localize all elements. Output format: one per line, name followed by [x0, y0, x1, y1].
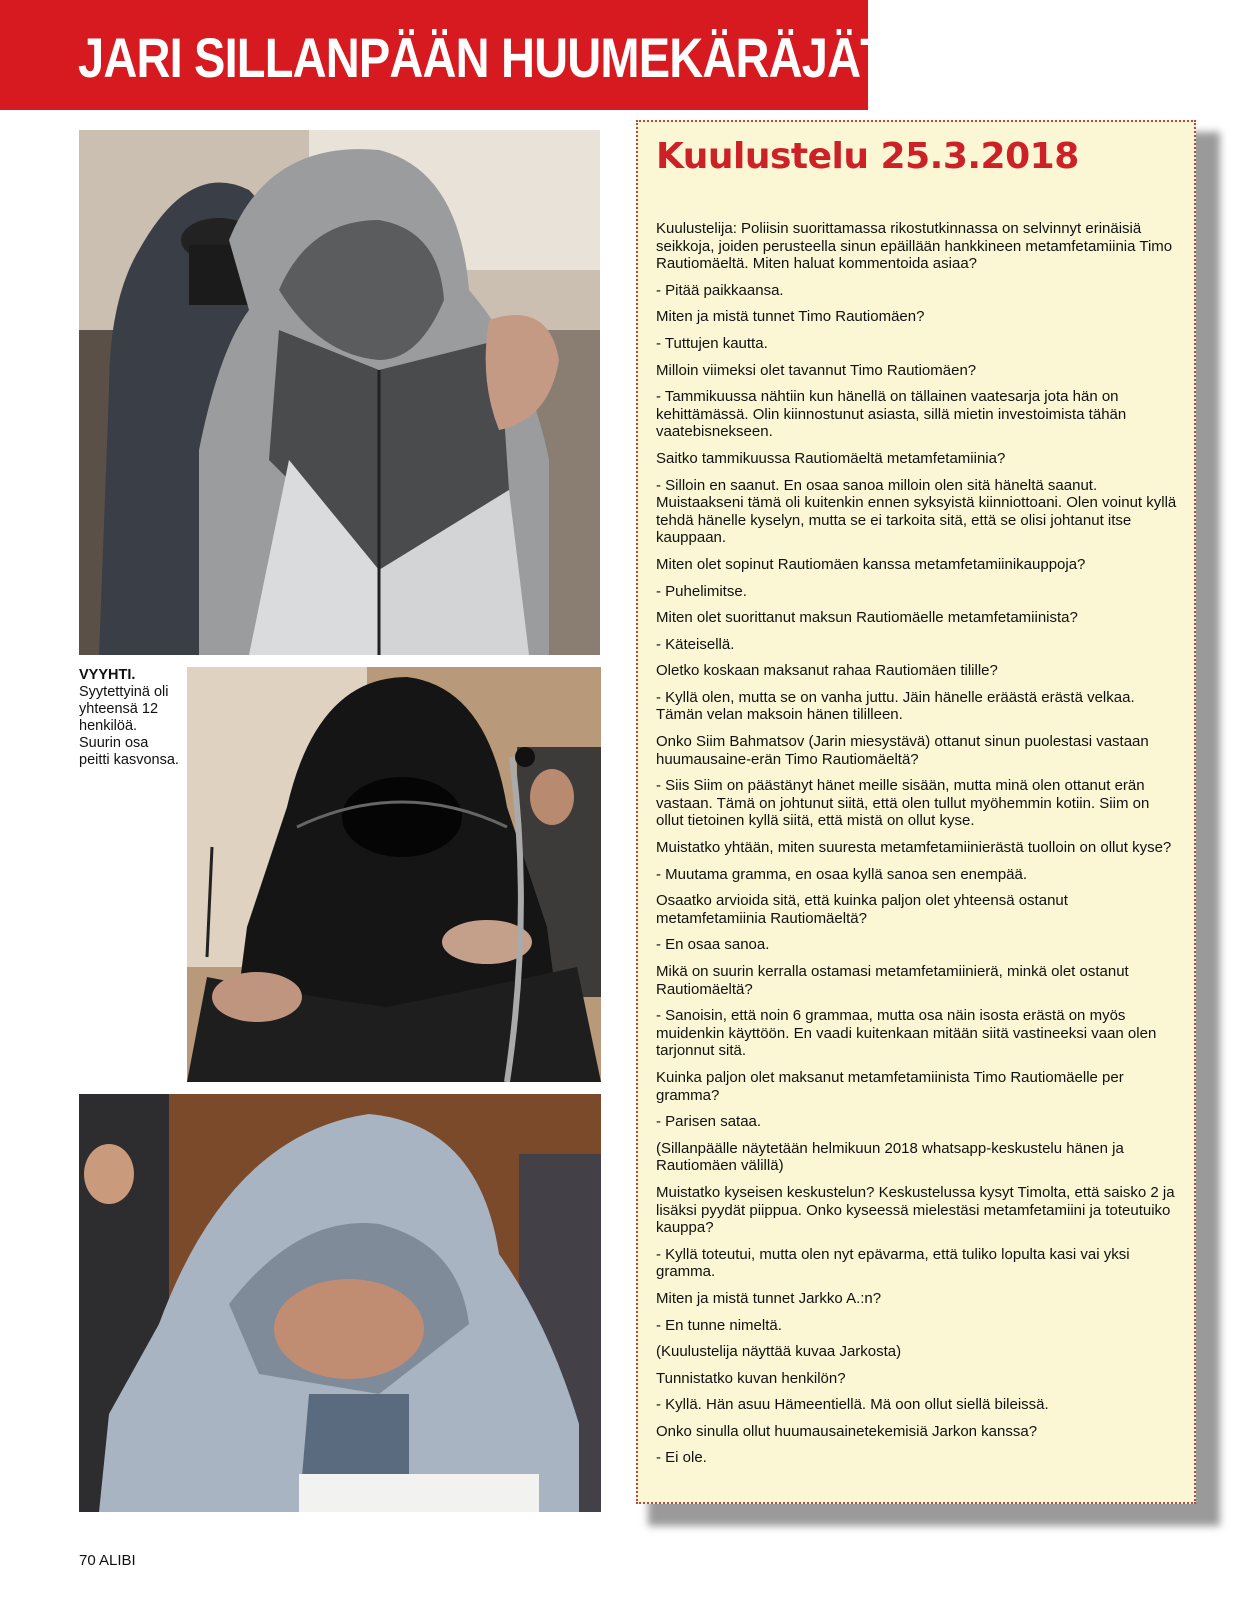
photo-hooded-man-head-down — [79, 1094, 601, 1512]
header-banner — [0, 0, 889, 110]
transcript-line: Miten olet suorittanut maksun Rautiomäelle metamfetamiinista? — [656, 609, 1078, 627]
transcript-line: Miten ja mistä tunnet Jarkko A.:n? — [656, 1289, 882, 1307]
transcript-line: Onko sinulla ollut huumausainetekemisiä Jarkon kanssa? — [656, 1422, 1038, 1440]
interrogation-transcript — [656, 220, 1178, 1476]
transcript-line: Kuinka paljon olet maksanut metamfetamiinista Timo Rautiomäelle per gramma? — [656, 1068, 1124, 1104]
interrogation-sidebar — [636, 120, 1196, 1504]
transcript-line: Miten ja mistä tunnet Timo Rautiomäen? — [656, 308, 925, 326]
transcript-line: - Silloin en saanut. En osaa sanoa milloin olen sitä häneltä saanut. Muistaakseni tämä oli kuitenkin ennen syksyistä kiinniottoani. Olen voinut kyllä tehdä hänelle kyselyn, mutta se ei tarkoita sitä, että se olisi johtanut itse kauppaan. — [656, 476, 1177, 547]
transcript-line: Muistatko yhtään, miten suuresta metamfetamiinierästä tuolloin on ollut kyse? — [656, 839, 1172, 857]
transcript-line: - Kyllä olen, mutta se on vanha juttu. Jäin hänelle eräästä erästä velkaa. Tämän velan maksoin hänen tililleen. — [656, 688, 1135, 724]
photo-caption — [79, 667, 179, 769]
transcript-line: Osaatko arvioida sitä, että kuinka paljon olet yhteensä ostanut metamfetamiinia Rautiomäeltä? — [656, 892, 1068, 927]
caption-text: Syytettyinä oli yhteensä 12 henkilöä. Suurin osa peitti kasvonsa. — [79, 684, 179, 768]
transcript-line: - Siis Siim on päästänyt hänet meille sisään, mutta minä olen ottanut erän vastaan. Tämä on johtunut siitä, että olen tullut myöhemmin kotiin. Siim on ollut tietoinen kyllä siitä, että mistä on ollut kyse. — [656, 777, 1150, 830]
transcript-line: - Kyllä toteutui, mutta olen nyt epävarma, että tuliko lopulta kasi vai yksi gramma. — [656, 1245, 1130, 1281]
transcript-line: Saitko tammikuussa Rautiomäeltä metamfetamiinia? — [656, 449, 1006, 467]
photo-hooded-man-at-desk — [187, 667, 601, 1082]
transcript-line: Milloin viimeksi olet tavannut Timo Rautiomäen? — [656, 361, 977, 379]
transcript-line: - Käteisellä. — [656, 635, 735, 653]
transcript-line: Onko Siim Bahmatsov (Jarin miesystävä) ottanut sinun puolestasi vastaan huumausaine-erän Timo Rautiomäeltä? — [656, 733, 1149, 768]
transcript-line: - Pitää paikkaansa. — [656, 281, 784, 299]
transcript-line: - Puhelimitse. — [656, 582, 747, 600]
transcript-line: - En osaa sanoa. — [656, 936, 770, 954]
transcript-line: - Parisen sataa. — [656, 1113, 762, 1131]
transcript-line: - Tuttujen kautta. — [656, 334, 768, 352]
transcript-line: (Kuulustelija näyttää kuvaa Jarkosta) — [656, 1343, 902, 1361]
transcript-line: - Muutama gramma, en osaa kyllä sanoa sen enempää. — [656, 865, 1028, 883]
transcript-line: - Kyllä. Hän asuu Hämeentiellä. Mä oon ollut siellä bileissä. — [656, 1396, 1049, 1414]
transcript-line: - Ei ole. — [656, 1449, 707, 1467]
transcript-line: Muistatko kyseisen keskustelun? Keskustelussa kysyt Timolta, että saisko 2 ja lisäksi pyydät piippua. Onko kyseessä mielestäsi metamfetamiini ja toteutuiko kauppa? — [656, 1183, 1175, 1237]
transcript-line: Tunnistatko kuvan henkilön? — [656, 1369, 846, 1387]
caption-lead: VYYHTI. — [79, 667, 136, 683]
page-footer: 70 ALIBI — [79, 1552, 136, 1569]
page-title: JARI SILLANPÄÄN HUUMEKÄRÄJÄT — [78, 26, 889, 89]
transcript-line: - Sanoisin, että noin 6 grammaa, mutta osa näin isosta erästä on myös muidenkin käyttöön. En vaadi kuitenkaan mitään siitä vastineeksi vaan olen tarjonnut sitä. — [656, 1007, 1157, 1060]
transcript-line: (Sillanpäälle näytetään helmikuun 2018 whatsapp-keskustelu hänen ja Rautiomäen välillä) — [656, 1139, 1124, 1175]
transcript-line: - En tunne nimeltä. — [656, 1316, 782, 1334]
transcript-line: - Tammikuussa nähtiin kun hänellä on tällainen vaatesarja jota hän on kehittämässä. Olin kiinnostunut asiasta, sillä mietin investoimista tähän vaatebisnekseen. — [656, 388, 1127, 441]
transcript-line: Oletko koskaan maksanut rahaa Rautiomäen tilille? — [656, 662, 998, 680]
transcript-line: Mikä on suurin kerralla ostamasi metamfetamiinierä, minkä olet ostanut Rautiomäeltä? — [656, 963, 1129, 998]
sidebar-title: Kuulustelu 25.3.2018 — [656, 136, 1079, 177]
transcript-line: Kuulustelija: Poliisin suorittamassa rikostutkinnassa on selvinnyt erinäisiä seikkoja, joiden perusteella sinun epäillään hankkineen metamfetamiinia Timo Rautiomäeltä. Miten haluat kommentoida asiaa? — [656, 220, 1173, 273]
transcript-line: Miten olet sopinut Rautiomäen kanssa metamfetamiinikauppoja? — [656, 555, 1086, 573]
photo-hooded-men-walking — [79, 130, 600, 655]
